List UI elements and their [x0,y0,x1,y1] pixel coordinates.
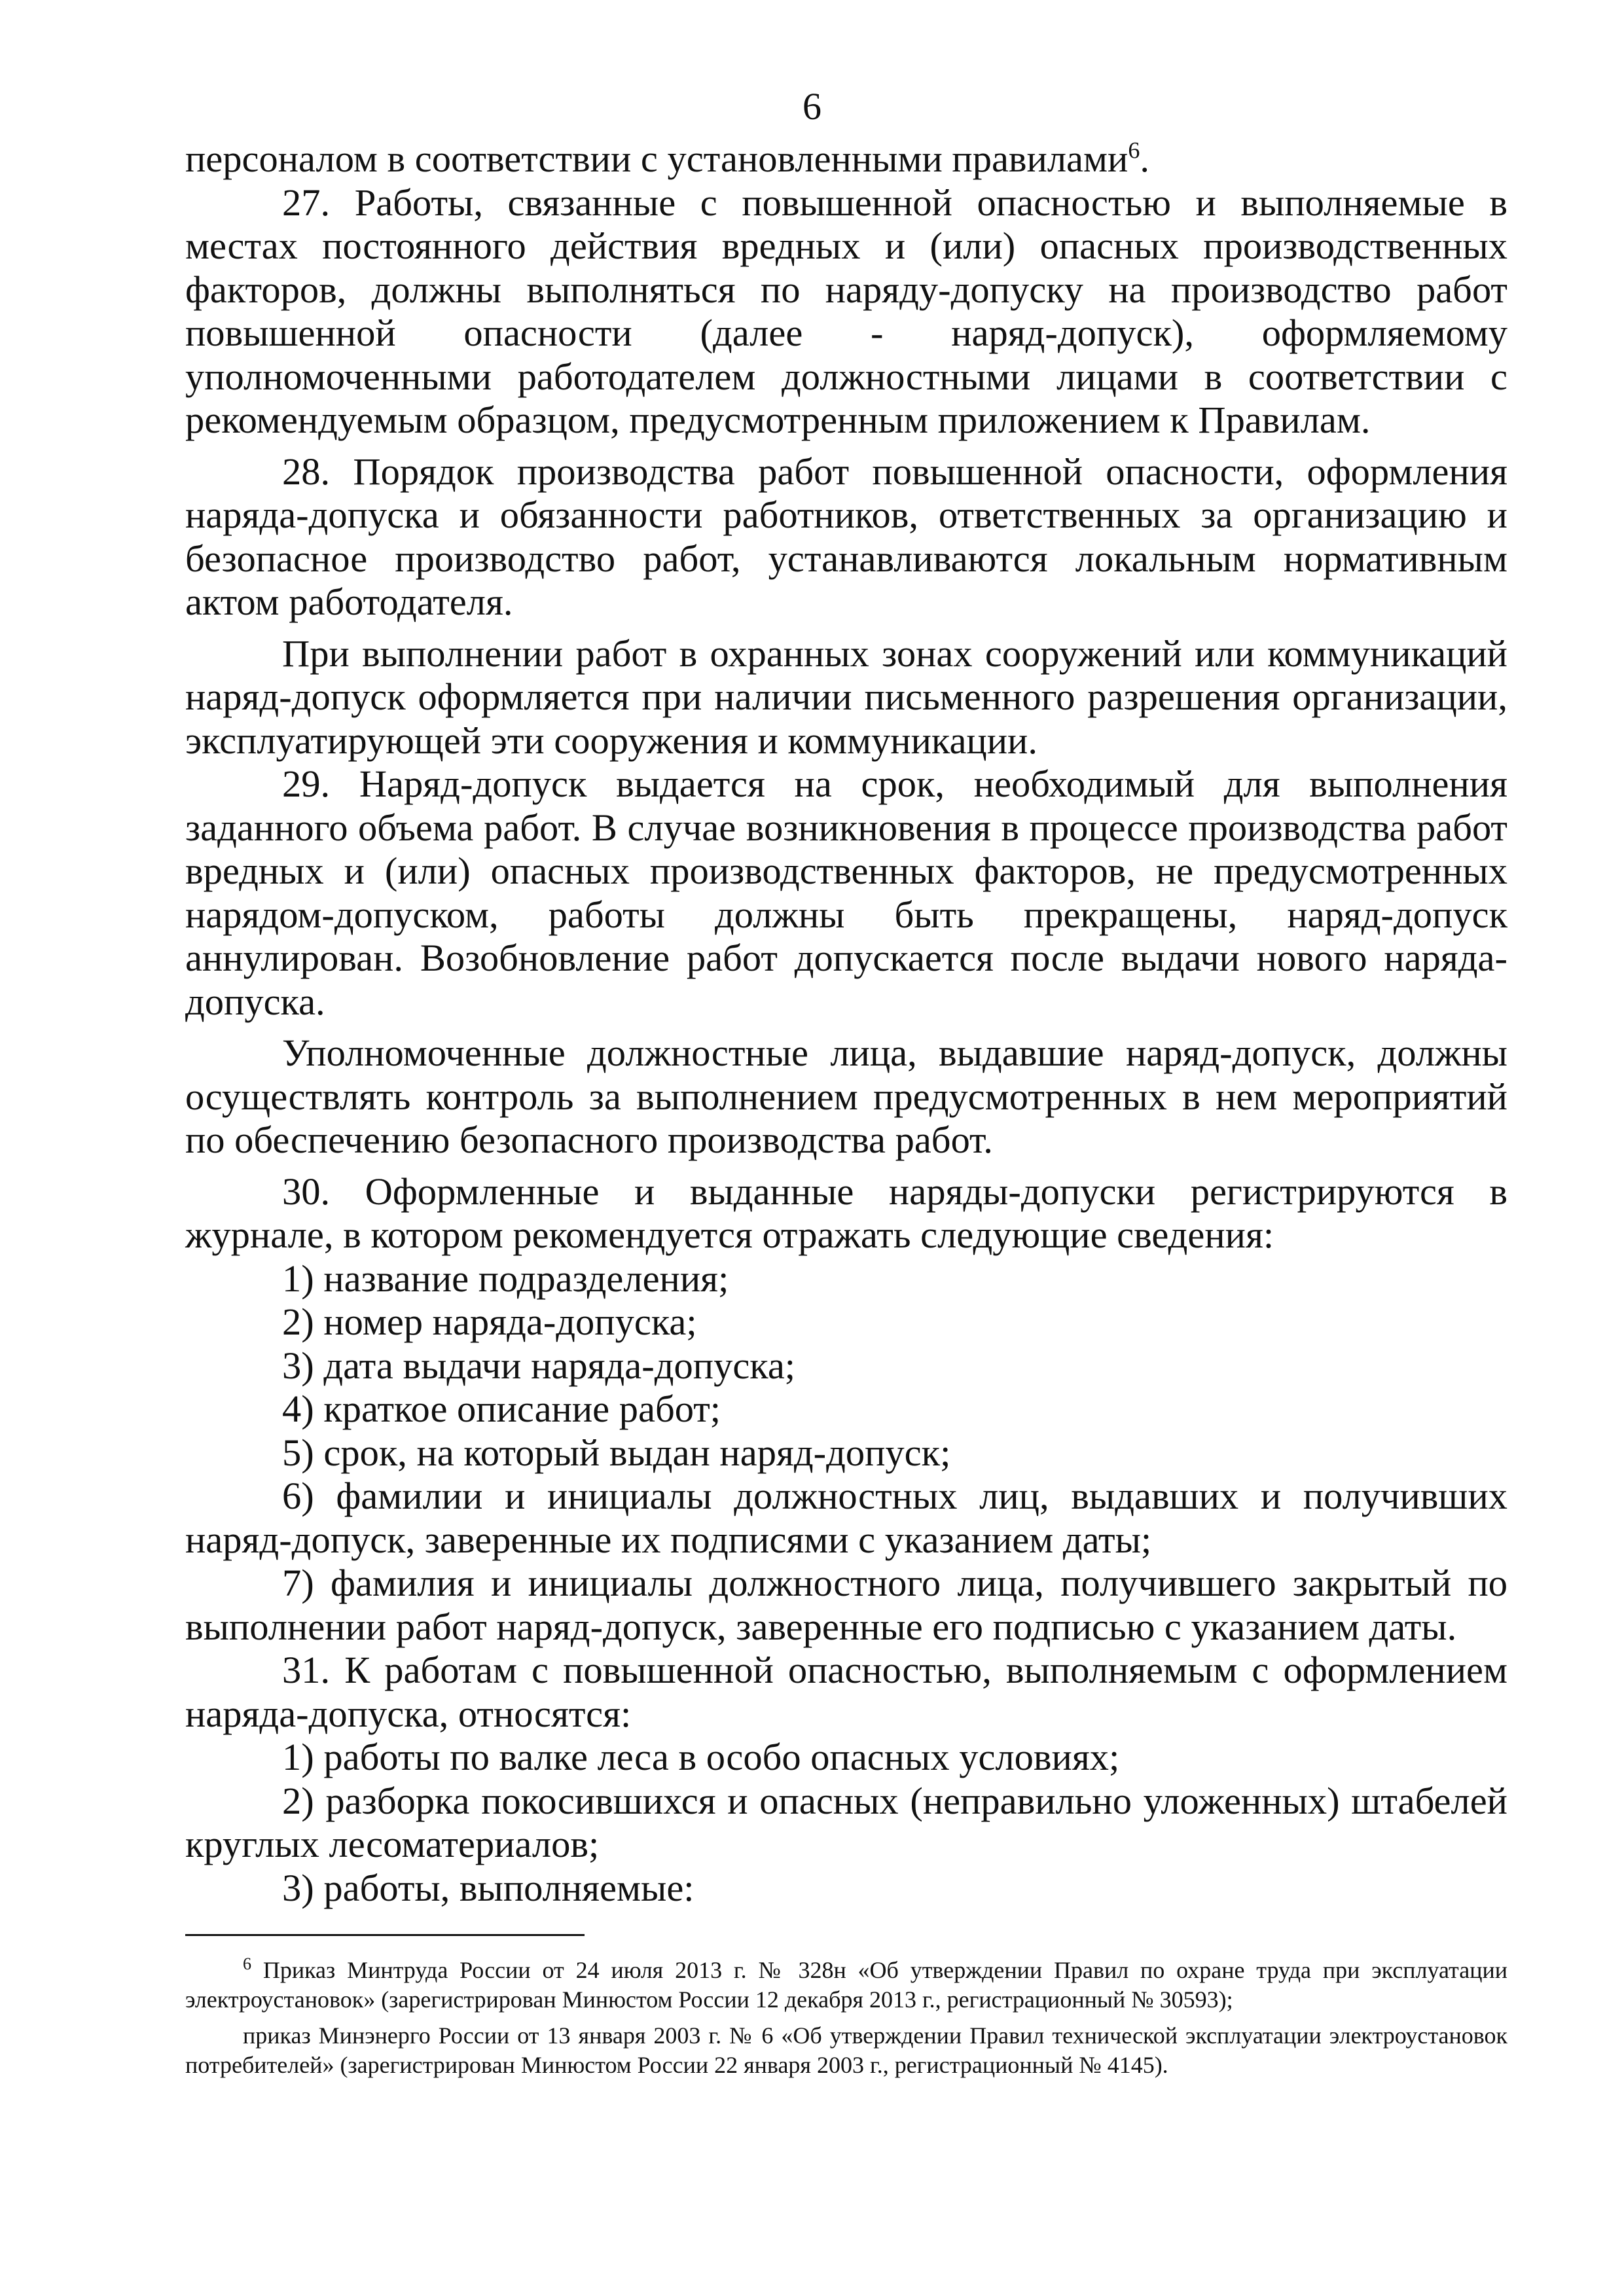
paragraph-30: 30. Оформленные и выданные наряды-допуски регистрируются в журнале, в котором рекомендуется отражать следующие сведения: [185,1170,1507,1256]
list-item-31-1: 1) работы по валке леса в особо опасных условиях; [282,1736,1120,1778]
paragraph-28: 28. Порядок производства работ повышенной опасности, оформления наряда-допуска и обязанности работников, ответственных за организацию и безопасное производство работ, устанавливаются локальным нормативным актом работодателя. [185,450,1507,623]
paragraph-29-continued: Уполномоченные должностные лица, выдавшие наряд-допуск, должны осуществлять контроль за выполнением предусмотренных в нем мероприятий по обеспечению безопасного производства работ. [185,1031,1507,1161]
footnote-reference: 6 [1128,137,1140,164]
continuation-end: . [1140,137,1149,180]
continuation-text: персоналом в соответствии с установленными правилами [185,137,1128,180]
paragraph-27: 27. Работы, связанные с повышенной опасностью и выполняемые в местах постоянного действия вредных и (или) опасных производственных факторов, должны выполняться по наряду-допуску на производство работ повышенной опасности (далее - наряд-допуск), оформляемому уполномоченными работодателем должностными лицами в соответствии с рекомендуемым образцом, предусмотренным приложением к Правилам. [185,181,1507,441]
page-number: 6 [803,85,821,128]
footnote-mark: 6 [243,1954,251,1973]
list-item-31-2: 2) разборка покосившихся и опасных (неправильно уложенных) штабелей круглых лесоматериалов; [185,1779,1507,1865]
list-item-30-3: 3) дата выдачи наряда-допуска; [282,1344,796,1387]
main-text [185,137,1507,1910]
list-item-31-3: 3) работы, выполняемые: [282,1866,695,1909]
paragraph-28-continued: При выполнении работ в охранных зонах сооружений или коммуникаций наряд-допуск оформляется при наличии письменного разрешения организации, эксплуатирующей эти сооружения и коммуникации. [185,632,1507,762]
footnote-1 [185,1956,1507,2015]
footnotes [185,1956,1507,2087]
footnote-1-text: Приказ Минтруда России от 24 июля 2013 г. № 328н «Об утверждении Правил по охране труда при эксплуатации электроустановок» (зарегистрирован Минюстом России 12 декабря 2013 г., регистрационный № 30593); [185,1957,1507,2013]
footnote-separator [185,1934,585,1936]
paragraph-31: 31. К работам с повышенной опасностью, выполняемым с оформлением наряда-допуска, относятся: [185,1649,1507,1735]
continuation-paragraph [185,137,1507,181]
list-item-30-6: 6) фамилии и инициалы должностных лиц, выдавших и получивших наряд-допуск, заверенные их подписями с указанием даты; [185,1475,1507,1561]
list-item-30-4: 4) краткое описание работ; [282,1388,721,1430]
list-item-30-7: 7) фамилия и инициалы должностного лица, получившего закрытый по выполнении работ наряд-допуск, заверенные его подписью с указанием даты. [185,1562,1507,1648]
list-item-30-1: 1) название подразделения; [282,1257,729,1300]
paragraph-29: 29. Наряд-допуск выдается на срок, необходимый для выполнения заданного объема работ. В случае возникновения в процессе производства работ вредных и (или) опасных производственных факторов, не предусмотренных нарядом-допуском, работы должны быть прекращены, наряд-допуск аннулирован. Возобновление работ допускается после выдачи нового наряда-допуска. [185,762,1507,1023]
footnote-1-continued: приказ Минэнерго России от 13 января 2003 г. № 6 «Об утверждении Правил технической эксплуатации электроустановок потребителей» (зарегистрирован Минюстом России 22 января 2003 г., регистрационный № 4145). [185,2022,1507,2078]
list-item-30-2: 2) номер наряда-допуска; [282,1300,697,1343]
list-item-30-5: 5) срок, на который выдан наряд-допуск; [282,1431,951,1474]
